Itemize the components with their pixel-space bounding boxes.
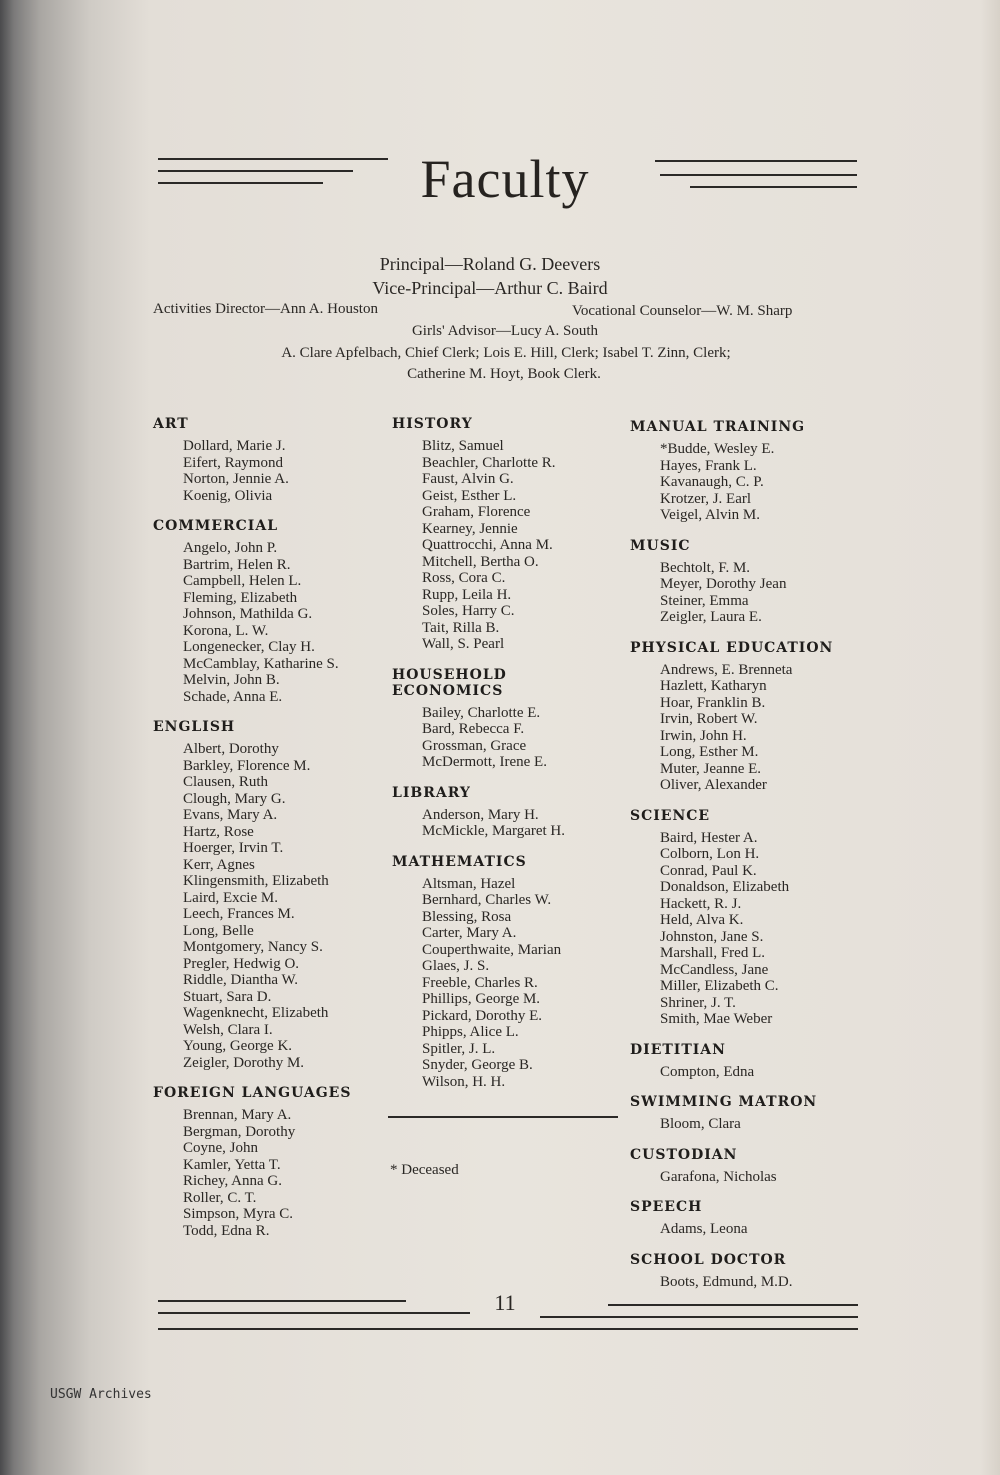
- list-item: Richey, Anna G.: [183, 1173, 283, 1189]
- section-heading: SPEECH: [630, 1199, 703, 1215]
- list-item: Faust, Alvin G.: [422, 471, 514, 487]
- list-item: Barkley, Florence M.: [183, 757, 311, 774]
- list-item: Longenecker, Clay H.: [183, 639, 315, 655]
- section-physical-education: [630, 640, 865, 794]
- footer-rule-right-top: [608, 1304, 858, 1306]
- footer-rule-bottom: [158, 1328, 858, 1330]
- section-school-doctor: [630, 1252, 865, 1291]
- list-item: Korona, L. W.: [183, 622, 269, 639]
- list-item: McDermott, Irene E.: [422, 754, 547, 770]
- archive-watermark: USGW Archives: [50, 1387, 152, 1402]
- title-rule-left-top: [158, 158, 388, 160]
- title-rule-left-bot: [158, 182, 323, 184]
- list-item: Irwin, John H.: [660, 727, 747, 744]
- name-list: [183, 1107, 383, 1239]
- list-item: *Budde, Wesley E.: [660, 441, 775, 457]
- section-heading: PHYSICAL EDUCATION: [630, 639, 834, 656]
- name-list: [660, 1116, 865, 1133]
- list-item: Stuart, Sara D.: [183, 988, 272, 1005]
- section-heading: ENGLISH: [153, 719, 236, 735]
- title-rule-right-top: [655, 160, 857, 162]
- list-item: Garafona, Nicholas: [660, 1168, 777, 1185]
- section-commercial: [153, 518, 383, 705]
- list-item: Hoar, Franklin B.: [660, 694, 766, 711]
- list-item: Glaes, J. S.: [422, 958, 490, 974]
- list-item: Clausen, Ruth: [183, 774, 268, 790]
- list-item: Steiner, Emma: [660, 592, 749, 609]
- name-list: [660, 1221, 865, 1238]
- title-rule-right-mid: [660, 174, 857, 176]
- name-list: [422, 876, 622, 1091]
- name-list: [660, 662, 865, 794]
- list-item: Johnson, Mathilda G.: [183, 606, 313, 622]
- name-list: [422, 438, 622, 653]
- list-item: Krotzer, J. Earl: [660, 490, 752, 507]
- list-item: Marshall, Fred L.: [660, 945, 765, 961]
- name-list: [422, 807, 622, 840]
- list-item: Eifert, Raymond: [183, 454, 283, 471]
- list-item: Irvin, Robert W.: [660, 711, 758, 727]
- list-item: Wall, S. Pearl: [422, 636, 505, 652]
- list-item: Graham, Florence: [422, 504, 531, 520]
- section-household-economics: [392, 667, 622, 771]
- list-item: Clough, Mary G.: [183, 790, 286, 807]
- list-item: Couperthwaite, Marian: [422, 941, 562, 958]
- girls-advisor-line: Girls' Advisor—Lucy A. South: [411, 323, 599, 339]
- list-item: Brennan, Mary A.: [183, 1107, 292, 1123]
- list-item: Geist, Esther L.: [422, 487, 517, 504]
- footer-rule-right-mid: [540, 1316, 858, 1318]
- section-heading: MANUAL TRAINING: [630, 419, 806, 435]
- list-item: Wagenknecht, Elizabeth: [183, 1005, 329, 1021]
- list-item: Shriner, J. T.: [660, 994, 736, 1011]
- list-item: Dollard, Marie J.: [183, 438, 286, 454]
- list-item: Bartrim, Helen R.: [183, 556, 291, 573]
- section-heading: MATHEMATICS: [392, 853, 527, 870]
- vice-principal-line: Vice-Principal—Arthur C. Baird: [372, 278, 608, 298]
- list-item: Hazlett, Katharyn: [660, 678, 767, 694]
- list-item: Simpson, Myra C.: [183, 1206, 294, 1222]
- page-number: 11: [494, 1290, 516, 1315]
- list-item: Phillips, George M.: [422, 991, 541, 1007]
- list-item: Hackett, R. J.: [660, 895, 742, 912]
- page-title: Faculty: [420, 149, 590, 209]
- list-item: Carter, Mary A.: [422, 925, 517, 941]
- list-item: Smith, Mae Weber: [660, 1011, 773, 1027]
- section-music: [630, 538, 865, 626]
- list-item: Wilson, H. H.: [422, 1073, 506, 1090]
- list-item: Bloom, Clara: [660, 1116, 741, 1132]
- section-heading: HISTORY: [392, 416, 473, 432]
- list-item: Donaldson, Elizabeth: [660, 879, 790, 895]
- list-item: Long, Belle: [183, 922, 254, 939]
- list-item: Schade, Anna E.: [183, 688, 283, 705]
- name-list: [660, 830, 865, 1028]
- title-rule-right-bot: [690, 186, 857, 188]
- list-item: Kamler, Yetta T.: [183, 1156, 281, 1173]
- list-item: Albert, Dorothy: [183, 741, 279, 757]
- list-item: Bergman, Dorothy: [183, 1123, 296, 1140]
- section-heading: LIBRARY: [392, 784, 471, 801]
- list-item: Norton, Jennie A.: [183, 471, 289, 487]
- name-list: [183, 438, 383, 504]
- footnote-deceased: * Deceased: [390, 1162, 459, 1178]
- list-item: Kerr, Agnes: [183, 856, 255, 873]
- list-item: Bechtolt, F. M.: [660, 559, 751, 576]
- name-list: [660, 441, 865, 524]
- section-heading: FOREIGN LANGUAGES: [153, 1085, 352, 1101]
- name-list: [660, 1064, 865, 1081]
- section-heading: MUSIC: [630, 537, 691, 554]
- section-custodian: [630, 1147, 865, 1186]
- list-item: Laird, Excie M.: [183, 889, 278, 906]
- list-item: Mitchell, Bertha O.: [422, 553, 539, 570]
- list-item: Hoerger, Irvin T.: [183, 840, 284, 856]
- name-list: [660, 560, 865, 626]
- list-item: Boots, Edmund, M.D.: [660, 1273, 793, 1290]
- list-item: Kearney, Jennie: [422, 520, 518, 537]
- list-item: Rupp, Leila H.: [422, 586, 512, 603]
- list-item: Anderson, Mary H.: [422, 806, 539, 823]
- name-list: [660, 1169, 865, 1186]
- list-item: Meyer, Dorothy Jean: [660, 576, 787, 592]
- list-item: Bard, Rebecca F.: [422, 721, 525, 737]
- list-item: Veigel, Alvin M.: [660, 507, 760, 523]
- list-item: Phipps, Alice L.: [422, 1024, 519, 1040]
- list-item: Tait, Rilla B.: [422, 619, 500, 636]
- list-item: Quattrocchi, Anna M.: [422, 537, 553, 553]
- section-english: [153, 719, 383, 1071]
- list-item: Freeble, Charles R.: [422, 974, 538, 991]
- section-heading: SCIENCE: [630, 807, 711, 824]
- list-item: Oliver, Alexander: [660, 777, 767, 793]
- list-item: Beachler, Charlotte R.: [422, 454, 556, 471]
- list-item: Montgomery, Nancy S.: [183, 939, 323, 955]
- column-right: [630, 419, 865, 1304]
- list-item: Pickard, Dorothy E.: [422, 1007, 542, 1024]
- clerks-line-1: A. Clare Apfelbach, Chief Clerk; Lois E. Hill, Clerk; Isabel T. Zinn, Clerk;: [281, 345, 731, 361]
- section-heading: SCHOOL DOCTOR: [630, 1251, 787, 1268]
- section-foreign-languages: [153, 1085, 383, 1239]
- section-dietitian: [630, 1042, 865, 1081]
- list-item: Hartz, Rose: [183, 823, 254, 840]
- section-heading: ART: [153, 416, 189, 432]
- section-speech: [630, 1199, 865, 1238]
- column-left: [153, 416, 383, 1253]
- footer-rule-left-mid: [158, 1312, 470, 1314]
- section-library: [392, 785, 622, 840]
- list-item: McCandless, Jane: [660, 961, 769, 978]
- section-manual-training: [630, 419, 865, 524]
- section-heading: COMMERCIAL: [153, 518, 279, 534]
- name-list: [183, 540, 383, 705]
- list-item: Klingensmith, Elizabeth: [183, 873, 329, 889]
- list-item: Riddle, Diantha W.: [183, 972, 298, 988]
- list-item: Colborn, Lon H.: [660, 846, 760, 862]
- list-item: Compton, Edna: [660, 1063, 755, 1080]
- list-item: Blitz, Samuel: [422, 438, 504, 454]
- list-item: Fleming, Elizabeth: [183, 589, 298, 606]
- list-item: Welsh, Clara I.: [183, 1021, 273, 1038]
- list-item: Blessing, Rosa: [422, 908, 512, 925]
- section-heading: DIETITIAN: [630, 1041, 726, 1058]
- list-item: Evans, Mary A.: [183, 807, 278, 823]
- section-heading: SWIMMING MATRON: [630, 1094, 818, 1110]
- list-item: Grossman, Grace: [422, 737, 527, 754]
- name-list: [422, 705, 622, 771]
- list-item: Spitler, J. L.: [422, 1040, 496, 1057]
- list-item: McCamblay, Katharine S.: [183, 655, 339, 672]
- list-item: Campbell, Helen L.: [183, 573, 302, 589]
- list-item: Hayes, Frank L.: [660, 457, 757, 474]
- list-item: Snyder, George B.: [422, 1057, 533, 1073]
- activities-director-line: Activities Director—Ann A. Houston: [153, 301, 378, 317]
- list-item: Young, George K.: [183, 1038, 293, 1054]
- list-item: Coyne, John: [183, 1140, 258, 1156]
- list-item: Baird, Hester A.: [660, 829, 758, 846]
- section-art: [153, 416, 383, 504]
- principal-line: Principal—Roland G. Deevers: [379, 254, 601, 274]
- list-item: Todd, Edna R.: [183, 1222, 270, 1239]
- list-item: Soles, Harry C.: [422, 603, 515, 619]
- column-middle: [392, 416, 622, 1104]
- list-item: Long, Esther M.: [660, 744, 759, 760]
- list-item: Andrews, E. Brenneta: [660, 661, 793, 678]
- list-item: Pregler, Hedwig O.: [183, 955, 300, 972]
- list-item: Held, Alva K.: [660, 912, 744, 928]
- list-item: Miller, Elizabeth C.: [660, 978, 779, 994]
- list-item: Kavanaugh, C. P.: [660, 474, 764, 490]
- list-item: Muter, Jeanne E.: [660, 760, 762, 777]
- list-item: McMickle, Margaret H.: [422, 823, 566, 839]
- list-item: Johnston, Jane S.: [660, 928, 764, 945]
- section-history: [392, 416, 622, 653]
- list-item: Ross, Cora C.: [422, 570, 506, 586]
- section-science: [630, 808, 865, 1028]
- vocational-counselor-line: Vocational Counselor—W. M. Sharp: [572, 303, 793, 319]
- title-rule-left-mid: [158, 170, 353, 172]
- clerks-line-2: Catherine M. Hoyt, Book Clerk.: [407, 366, 601, 382]
- section-mathematics: [392, 854, 622, 1091]
- name-list: [660, 1274, 865, 1291]
- list-item: Bernhard, Charles W.: [422, 892, 552, 908]
- list-item: Angelo, John P.: [183, 540, 278, 556]
- list-item: Adams, Leona: [660, 1221, 748, 1237]
- list-item: Melvin, John B.: [183, 672, 280, 688]
- section-heading: HOUSEHOLD ECONOMICS: [392, 666, 507, 699]
- list-item: Leech, Frances M.: [183, 906, 295, 922]
- list-item: Zeigler, Dorothy M.: [183, 1054, 305, 1071]
- footer-rule-left-top: [158, 1300, 406, 1302]
- list-item: Altsman, Hazel: [422, 875, 516, 892]
- footnote-divider: [388, 1116, 618, 1118]
- list-item: Conrad, Paul K.: [660, 862, 757, 879]
- list-item: Bailey, Charlotte E.: [422, 704, 541, 721]
- section-heading: CUSTODIAN: [630, 1146, 738, 1163]
- list-item: Zeigler, Laura E.: [660, 609, 762, 625]
- list-item: Roller, C. T.: [183, 1189, 257, 1206]
- name-list: [183, 741, 383, 1071]
- list-item: Koenig, Olivia: [183, 487, 273, 504]
- section-swimming-matron: [630, 1094, 865, 1133]
